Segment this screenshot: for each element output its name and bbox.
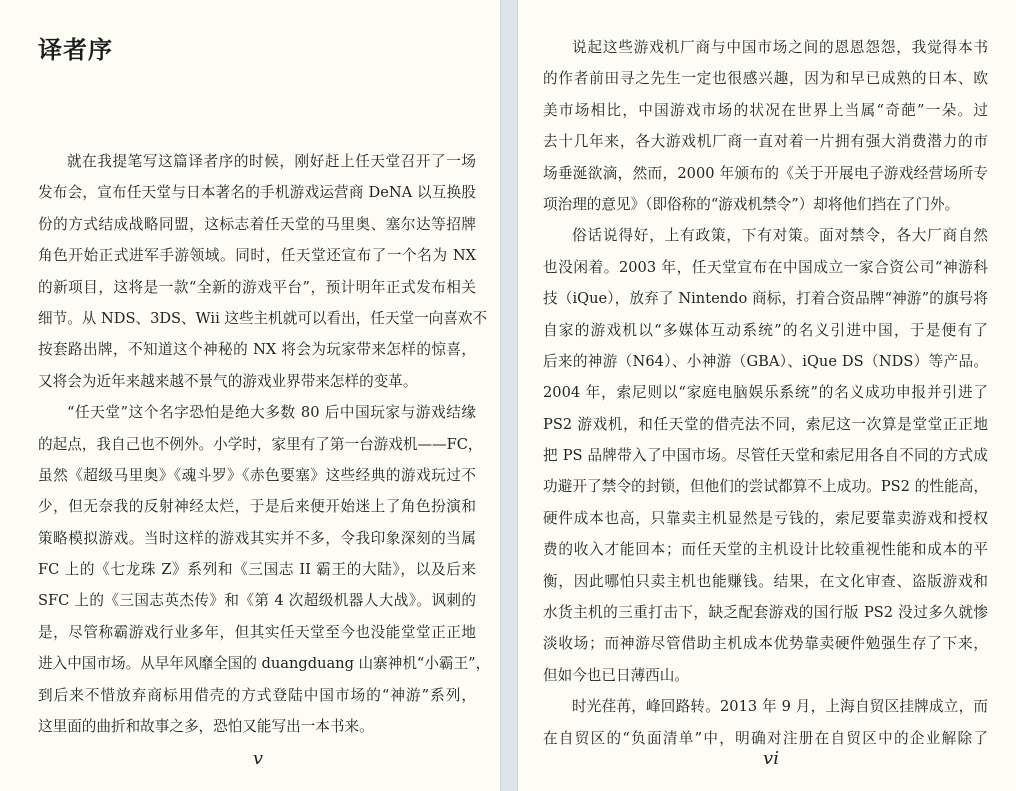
text-line: 在自贸区的“负面清单”中，明确对注册在自贸区中的企业解除了 — [543, 729, 988, 747]
text-line: 淡收场；而神游尽管借助主机成本优势靠卖硬件勉强生存了下来， — [543, 635, 988, 653]
text-line: 硬件成本也高，只靠卖主机显然是亏钱的，索尼要靠卖游戏和授权 — [543, 509, 988, 527]
text-line: 2004 年，索尼则以“家庭电脑娱乐系统”的名义成功申报并引进了 — [543, 384, 988, 402]
text-line: 去十几年来，各大游戏机厂商一直对着一片拥有强大消费潜力的市 — [543, 133, 988, 151]
text-line: 的新项目，这将是一款“全新的游戏平台”，预计明年正式发布相关 — [38, 278, 476, 296]
text-line: 份的方式结成战略同盟，这标志着任天堂的马里奥、塞尔达等招牌 — [38, 215, 476, 233]
text-line: 费的收入才能回本；而任天堂的主机设计比较重视性能和成本的平 — [543, 541, 988, 559]
text-line: 的作者前田寻之先生一定也很感兴趣，因为和早已成熟的日本、欧 — [543, 70, 988, 88]
text-line: 功避开了禁令的封锁，但他们的尝试都算不上成功。PS2 的性能高， — [543, 478, 988, 496]
text-line: 衡，因此哪怕只卖主机也能赚钱。结果，在文化审查、盗版游戏和 — [543, 572, 988, 590]
text-line: 技（iQue），放弃了 Nintendo 商标，打着合资品牌“神游”的旗号将 — [543, 290, 988, 308]
text-line: 项治理的意见》（即俗称的“游戏机禁令”）却将他们挡在了门外。 — [543, 195, 960, 213]
text-line: 进入中国市场。从早年风靡全国的 duangduang 山寨神机“小霸王”， — [38, 655, 491, 673]
text-line: 的起点，我自己也不例外。小学时，家里有了第一台游戏机——FC， — [38, 435, 483, 453]
text-line: 说起这些游戏机厂商与中国市场之间的恩恩怨怨，我觉得本书 — [572, 39, 988, 56]
text-line: 自家的游戏机以“多媒体互动系统”的名义引进中国，于是便有了 — [543, 321, 988, 339]
text-line: “任天堂”这个名字恐怕是绝大多数 80 后中国玩家与游戏结缘 — [67, 404, 476, 422]
page-number: v — [252, 748, 264, 769]
text-line: 发布会，宣布任天堂与日本著名的手机游戏运营商 DeNA 以互换股 — [38, 184, 476, 202]
text-line: 把 PS 品牌带入了中国市场。尽管任天堂和索尼用各自不同的方式成 — [543, 447, 988, 465]
text-line: SFC 上的《三国志英杰传》和《第 4 次超级机器人大战》。讽刺的 — [38, 592, 476, 610]
text-line: 但如今也已日薄西山。 — [543, 666, 689, 684]
text-line: 美市场相比，中国游戏市场的状况在世界上当属“奇葩”一朵。过 — [543, 101, 988, 119]
text-line: 后来的神游（N64）、小神游（GBA）、iQue DS（NDS）等产品。 — [543, 352, 988, 370]
chapter-title: 译者序 — [38, 36, 113, 64]
left-page — [0, 0, 500, 791]
text-line: 场垂涎欲滴，然而，2000 年颁布的《关于开展电子游戏经营场所专 — [543, 164, 988, 182]
text-line: 时光荏苒，峰回路转。2013 年 9 月，上海自贸区挂牌成立，而 — [572, 698, 988, 716]
right-page — [518, 0, 1016, 791]
text-line: 这里面的曲折和故事之多，恐怕又能写出一本书来。 — [38, 718, 374, 736]
text-line: 就在我提笔写这篇译者序的时候，刚好赶上任天堂召开了一场 — [67, 153, 476, 170]
text-line: 又将会为近年来越来越不景气的游戏业界带来怎样的变革。 — [38, 372, 418, 390]
text-line: 按套路出牌，不知道这个神秘的 NX 将会为玩家带来怎样的惊喜， — [38, 341, 476, 359]
text-line: 少，但无奈我的反射神经太烂，于是后来便开始迷上了角色扮演和 — [38, 498, 476, 516]
text-line: 是，尽管称霸游戏行业多年，但其实任天堂至今也没能堂堂正正地 — [38, 623, 476, 641]
page-number: vi — [763, 748, 779, 769]
page-gutter — [500, 0, 518, 791]
text-line: 策略模拟游戏。当时这样的游戏其实并不多，令我印象深刻的当属 — [38, 529, 476, 547]
text-line: 细节。从 NDS、3DS、Wii 这些主机就可以看出，任天堂一向喜欢不 — [38, 309, 488, 327]
right-page-body — [543, 32, 988, 754]
text-line: PS2 游戏机，和任天堂的借壳法不同，索尼这一次算是堂堂正正地 — [543, 415, 988, 433]
left-page-body — [38, 146, 491, 742]
text-line: 到后来不惜放弃商标用借壳的方式登陆中国市场的“神游”系列， — [38, 686, 476, 704]
text-line: 也没闲着。2003 年，任天堂宣布在中国成立一家合资公司“神游科 — [543, 258, 988, 276]
text-line: 水货主机的三重打击下，缺乏配套游戏的国行版 PS2 没过多久就惨 — [543, 604, 988, 622]
text-line: 虽然《超级马里奥》《魂斗罗》《赤色要塞》这些经典的游戏玩过不 — [38, 466, 476, 484]
text-line: FC 上的《七龙珠 Z》系列和《三国志 II 霸王的大陆》，以及后来 — [38, 561, 476, 579]
text-line: 角色开始正式进军手游领域。同时，任天堂还宣布了一个名为 NX — [38, 247, 476, 265]
text-line: 俗话说得好，上有政策，下有对策。面对禁令，各大厂商自然 — [572, 227, 988, 245]
